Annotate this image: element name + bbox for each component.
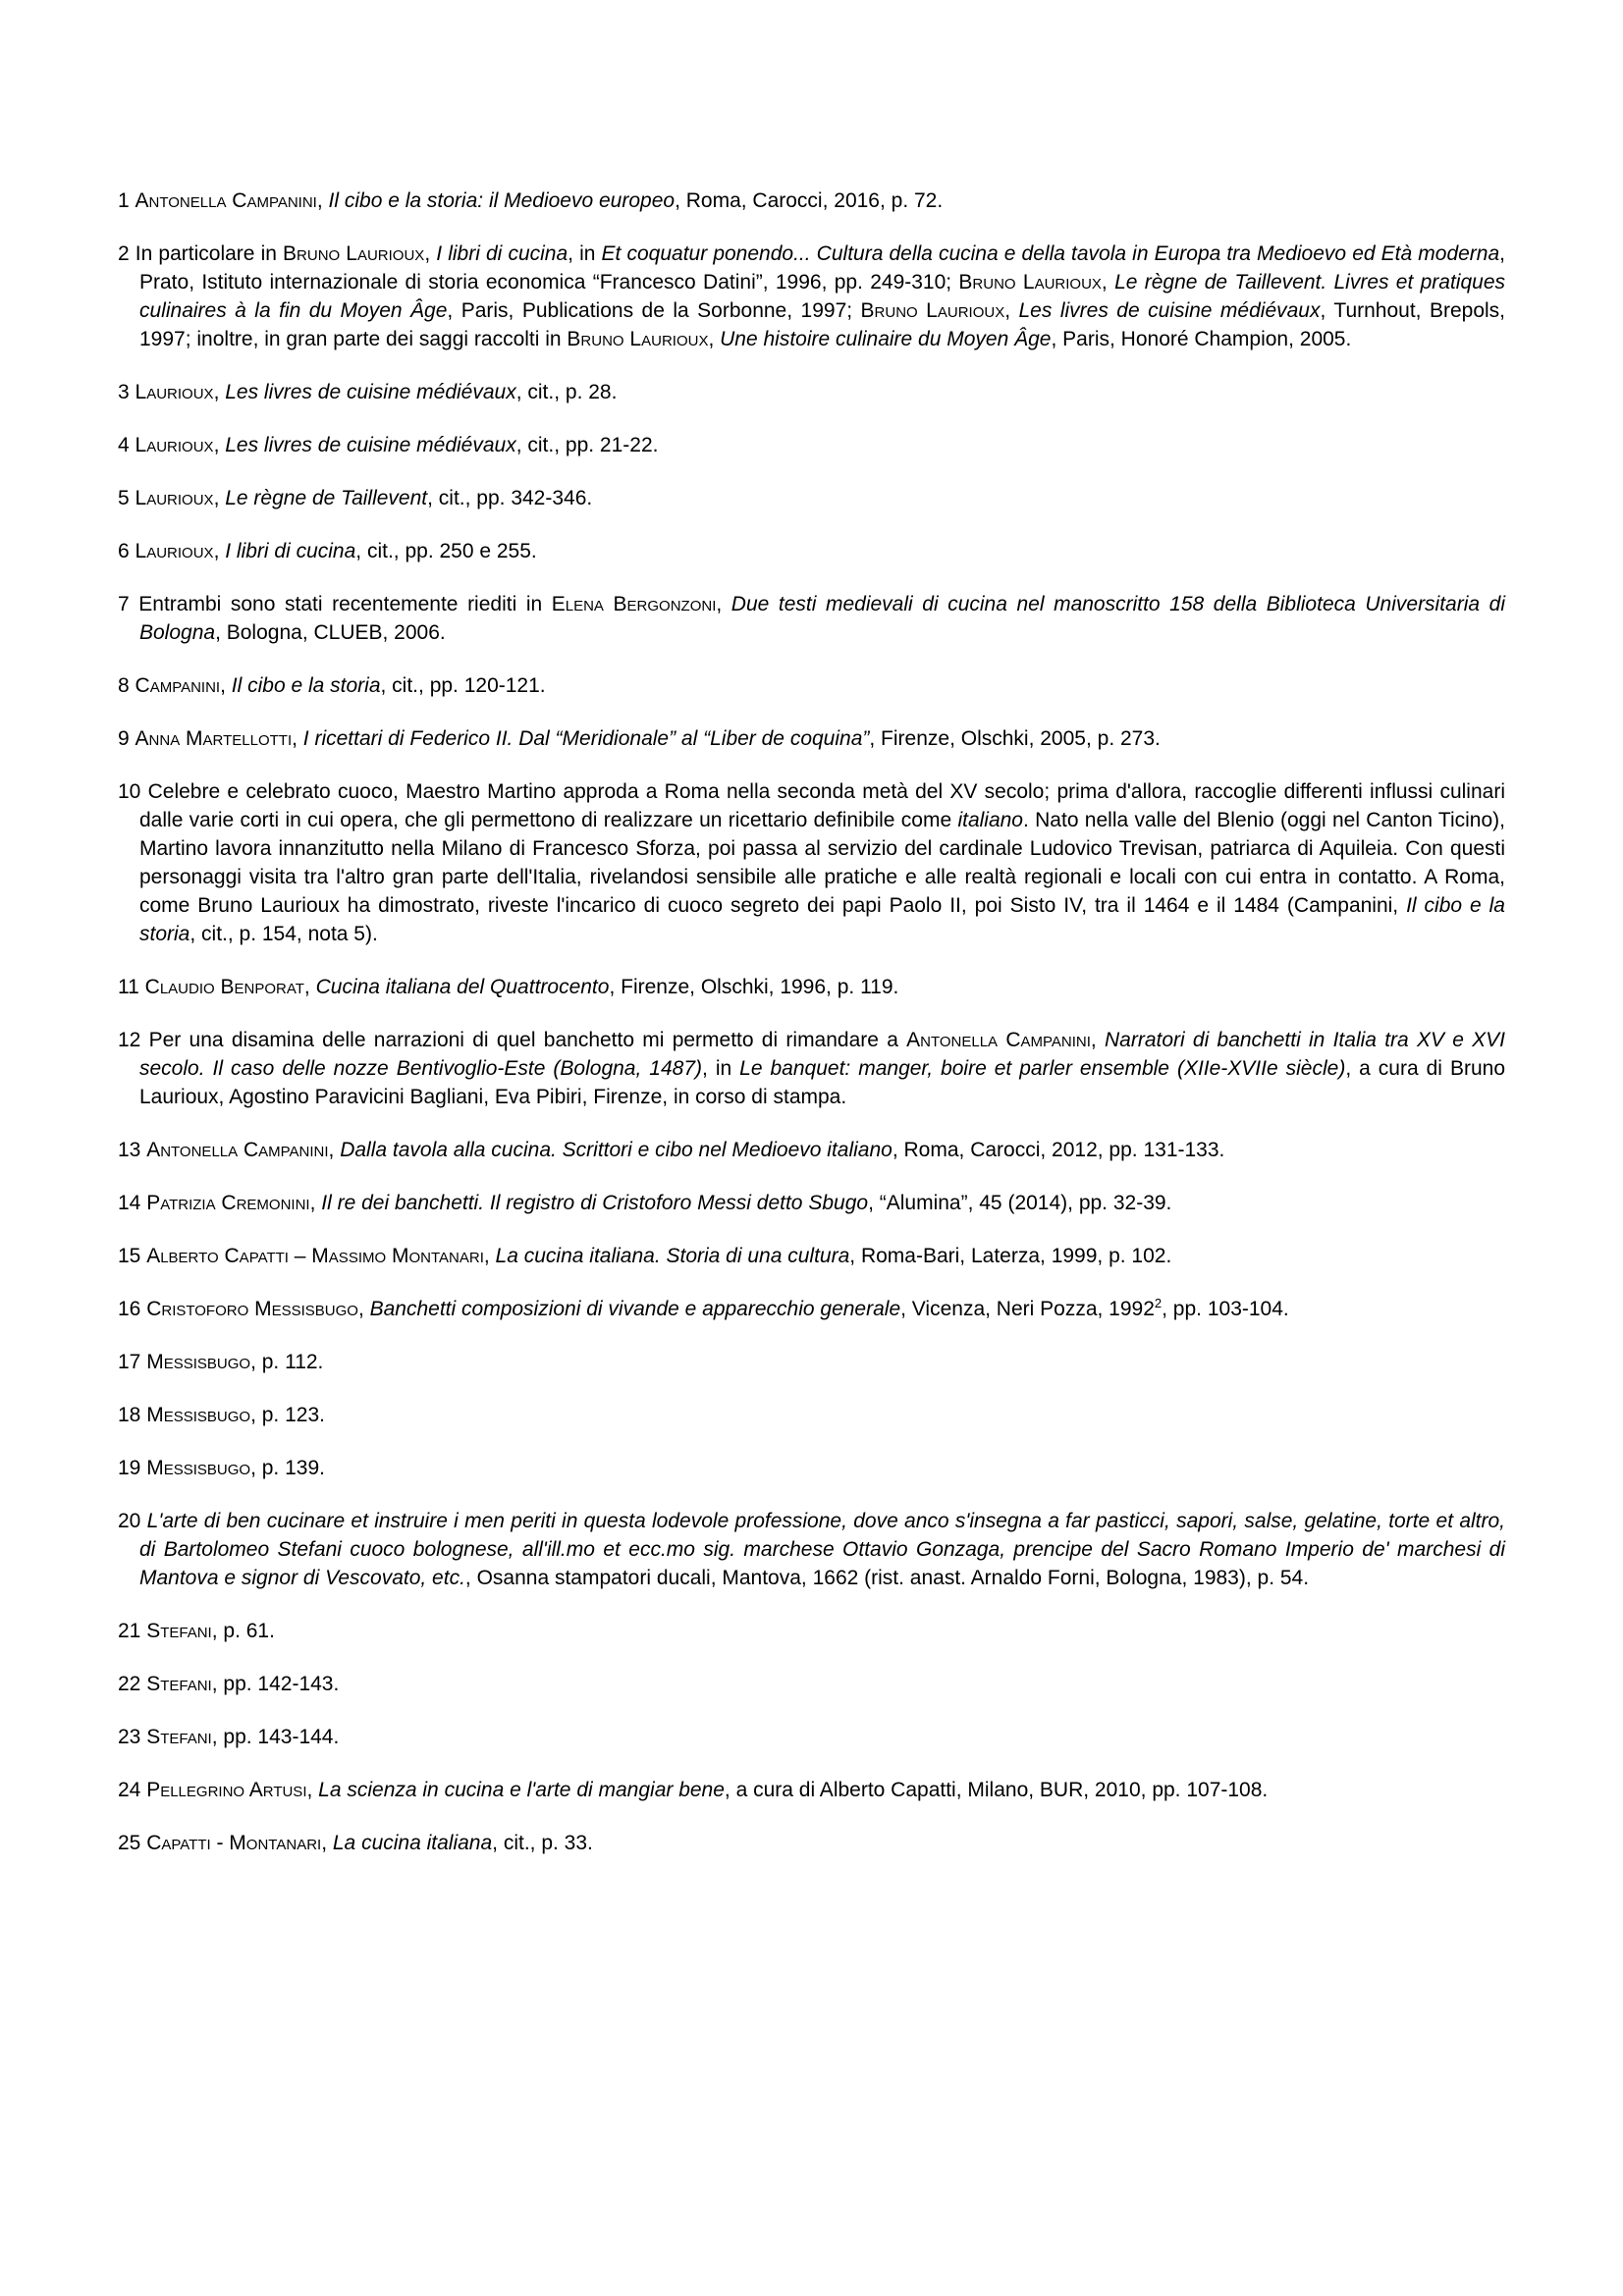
footnote-text xyxy=(146,1139,1224,1161)
footnote xyxy=(118,1189,1505,1217)
work-title: Les livres de cuisine médiévaux xyxy=(225,434,516,456)
footnote-text xyxy=(135,540,537,562)
footnote xyxy=(118,1136,1505,1164)
footnote-number: 22 xyxy=(118,1673,141,1695)
author-name: Cristoforo Messisbugo xyxy=(146,1298,358,1320)
footnote-number: 8 xyxy=(118,674,130,697)
citation-text: , Vicenza, Neri Pozza, 1992 xyxy=(900,1298,1155,1320)
author-name: Antonella Campanini xyxy=(906,1029,1091,1051)
footnote-text xyxy=(135,487,593,509)
footnote-number: 4 xyxy=(118,434,130,456)
citation-text: , cit., p. 28. xyxy=(515,381,618,403)
footnote xyxy=(118,1295,1505,1323)
footnote-text xyxy=(146,1673,339,1695)
work-title: Il cibo e la storia: il Medioevo europeo xyxy=(328,189,676,212)
footnote-text xyxy=(146,1245,1171,1267)
citation-text: , xyxy=(708,328,721,350)
footnote-number: 20 xyxy=(118,1510,141,1532)
work-title: Les livres de cuisine médiévaux xyxy=(1018,299,1321,322)
footnote xyxy=(118,1617,1505,1645)
footnote xyxy=(118,590,1505,647)
work-title: Il cibo e la storia xyxy=(231,674,381,697)
footnote-text xyxy=(135,674,546,697)
author-name: Antonella Campanini xyxy=(135,189,317,212)
footnote-text xyxy=(146,1351,323,1373)
footnote xyxy=(118,1829,1505,1857)
citation-text: In particolare in xyxy=(135,242,284,265)
citation-text: , xyxy=(303,976,316,998)
footnote-number: 16 xyxy=(118,1298,141,1320)
work-title: Les livres de cuisine médiévaux xyxy=(225,381,516,403)
footnotes-list xyxy=(118,187,1505,1857)
citation-text: , xyxy=(220,674,232,697)
citation-text: , cit., p. 154, nota 5). xyxy=(189,923,378,945)
footnote-number: 24 xyxy=(118,1779,141,1801)
work-title: Et coquatur ponendo... Cultura della cucina e della tavola in Europa tra Medioevo ed Età moderna xyxy=(601,242,1500,265)
footnote xyxy=(118,1507,1505,1592)
footnote xyxy=(118,484,1505,512)
footnote-number: 1 xyxy=(118,189,130,212)
footnote-text xyxy=(135,727,1161,750)
citation-text: , xyxy=(306,1779,319,1801)
citation-text: , Firenze, Olschki, 2005, p. 273. xyxy=(869,727,1161,750)
citation-text: , in xyxy=(702,1057,740,1080)
footnote xyxy=(118,973,1505,1001)
footnote-number: 14 xyxy=(118,1192,141,1214)
footnote xyxy=(118,671,1505,700)
footnote-number: 9 xyxy=(118,727,130,750)
superscript: 2 xyxy=(1154,1296,1163,1310)
footnote-number: 19 xyxy=(118,1457,141,1479)
citation-text: , Osanna stampatori ducali, Mantova, 1662 (rist. anast. Arnaldo Forni, Bologna, 1983), p. 54. xyxy=(464,1567,1310,1589)
footnote-text xyxy=(146,1726,339,1748)
citation-text: , xyxy=(321,1832,333,1854)
citation-text: , xyxy=(424,242,437,265)
footnote xyxy=(118,378,1505,406)
work-title: Le règne de Taillevent xyxy=(225,487,428,509)
footnote-text xyxy=(146,1192,1171,1214)
author-name: Campanini xyxy=(135,674,221,697)
footnote-text xyxy=(135,242,1505,350)
footnote xyxy=(118,724,1505,753)
footnote-text xyxy=(135,434,659,456)
work-title: italiano xyxy=(957,809,1023,831)
footnote-number: 25 xyxy=(118,1832,141,1854)
citation-text: . Nato nella valle del Blenio (oggi nel Canton Ticino), Martino lavora innanzitutto nella Milano di Francesco Sforza, poi passa al servizio del cardinale Ludovico Trevisan, patriarca di Aquileia. Con questi personaggi visita tra l'altro gran parte dell'Italia, rivelandosi sensibile alle pratiche e alle realtà regionali e locali con cui entra in contatto. A Roma, come Bruno Laurioux ha dimostrato, riveste l'incarico di cuoco segreto dei papi Paolo II, poi Sisto IV, tra il 1464 e il 1484 (Campanini, xyxy=(139,809,1505,917)
footnote xyxy=(118,240,1505,353)
citation-text: Entrambi sono stati recentemente riediti in xyxy=(138,593,552,615)
footnote xyxy=(118,1348,1505,1376)
citation-text: , cit., pp. 21-22. xyxy=(515,434,659,456)
author-name: Messisbugo xyxy=(146,1457,251,1479)
citation-text: , xyxy=(213,487,226,509)
author-name: Laurioux xyxy=(135,381,214,403)
footnote-number: 15 xyxy=(118,1245,141,1267)
footnote-number: 17 xyxy=(118,1351,141,1373)
footnote xyxy=(118,1723,1505,1751)
author-name: Stefani xyxy=(146,1620,212,1642)
citation-text: , xyxy=(1090,1029,1105,1051)
citation-text: , Paris, Honoré Champion, 2005. xyxy=(1051,328,1352,350)
work-title: I libri di cucina xyxy=(436,242,568,265)
footnote xyxy=(118,537,1505,565)
footnote xyxy=(118,1401,1505,1429)
work-title: Banchetti composizioni di vivande e apparecchio generale xyxy=(369,1298,901,1320)
author-name: Laurioux xyxy=(135,487,214,509)
author-name: Stefani xyxy=(146,1726,212,1748)
citation-text: , xyxy=(1101,271,1115,294)
citation-text: , a cura di Alberto Capatti, Milano, BUR, 2010, pp. 107-108. xyxy=(724,1779,1269,1801)
citation-text: , Prato, Istituto internazionale di storia economica “Francesco Datini”, 1996, pp. 249-310; xyxy=(139,242,1506,294)
author-name: Pellegrino Artusi xyxy=(146,1779,307,1801)
citation-text: , pp. 143-144. xyxy=(211,1726,340,1748)
footnote-text xyxy=(139,780,1505,945)
footnote xyxy=(118,1454,1505,1482)
work-title: I libri di cucina xyxy=(225,540,356,562)
footnote-text xyxy=(135,189,944,212)
footnote-number: 21 xyxy=(118,1620,141,1642)
author-name: Bruno Laurioux xyxy=(860,299,1005,322)
citation-text: , xyxy=(328,1139,341,1161)
footnote-text xyxy=(146,1620,275,1642)
footnote-number: 3 xyxy=(118,381,130,403)
author-name: Messisbugo xyxy=(146,1404,251,1426)
work-title: Le règne de Taillevent. Livres et pratiques culinaires à la fin du Moyen Âge xyxy=(139,271,1506,322)
citation-text: , Roma, Carocci, 2012, pp. 131-133. xyxy=(892,1139,1225,1161)
footnote-number: 11 xyxy=(118,976,139,998)
footnote xyxy=(118,1670,1505,1698)
work-title: Le banquet: manger, boire et parler ensemble (XIIe-XVIIe siècle) xyxy=(739,1057,1346,1080)
citation-text: Celebre e celebrato cuoco, Maestro Martino approda a Roma nella seconda metà del XV secolo; prima d'allora, raccoglie differenti influssi culinari dalle varie corti in cui opera, che gli permettono di realizzare un ricettario definibile come xyxy=(139,780,1505,831)
citation-text: , p. 112. xyxy=(250,1351,324,1373)
author-name: Laurioux xyxy=(135,540,214,562)
citation-text: , p. 61. xyxy=(211,1620,275,1642)
footnote-text xyxy=(138,593,1505,644)
footnote-number: 23 xyxy=(118,1726,141,1748)
work-title: La cucina italiana. Storia di una cultura xyxy=(495,1245,850,1267)
author-name: Claudio Benporat xyxy=(144,976,304,998)
author-name: Bruno Laurioux xyxy=(283,242,425,265)
footnote-text xyxy=(146,1404,325,1426)
footnote-text xyxy=(145,976,899,998)
citation-text: , Roma-Bari, Laterza, 1999, p. 102. xyxy=(849,1245,1172,1267)
citation-text: , in xyxy=(568,242,602,265)
citation-text: , cit., pp. 250 e 255. xyxy=(355,540,537,562)
footnote-text xyxy=(146,1832,593,1854)
citation-text: , cit., p. 33. xyxy=(492,1832,593,1854)
work-title: Narratori di banchetti in Italia tra XV e XVI secolo. Il caso delle nozze Bentivoglio-Este (Bologna, 1487) xyxy=(139,1029,1506,1080)
footnote xyxy=(118,1776,1505,1804)
footnote-number: 6 xyxy=(118,540,130,562)
citation-text: , a cura di Bruno Laurioux, Agostino Paravicini Bagliani, Eva Pibiri, Firenze, in corso di stampa. xyxy=(139,1057,1505,1108)
footnote-number: 18 xyxy=(118,1404,141,1426)
footnote xyxy=(118,1242,1505,1270)
footnote xyxy=(118,777,1505,948)
author-name: Bruno Laurioux xyxy=(958,271,1102,294)
footnote xyxy=(118,1026,1505,1111)
work-title: Il re dei banchetti. Il registro di Cristoforo Messi detto Sbugo xyxy=(321,1192,869,1214)
footnote-number: 7 xyxy=(118,593,130,615)
author-name: Anna Martellotti xyxy=(135,727,293,750)
work-title: Une histoire culinaire du Moyen Âge xyxy=(720,328,1052,350)
author-name: Stefani xyxy=(146,1673,212,1695)
footnote-text xyxy=(146,1457,325,1479)
work-title: I ricettari di Federico II. Dal “Meridionale” al “Liber de coquina” xyxy=(302,727,870,750)
footnote-number: 10 xyxy=(118,780,141,803)
citation-text: , xyxy=(213,434,226,456)
author-name: Elena Bergonzoni xyxy=(551,593,717,615)
footnote xyxy=(118,431,1505,459)
footnote-number: 12 xyxy=(118,1029,141,1051)
work-title: Due testi medievali di cucina nel manoscritto 158 della Biblioteca Universitaria di Bologna xyxy=(139,593,1505,644)
citation-text: , xyxy=(213,540,226,562)
citation-text: , Roma, Carocci, 2016, p. 72. xyxy=(675,189,944,212)
author-name: Patrizia Cremonini xyxy=(146,1192,310,1214)
citation-text: , xyxy=(309,1192,322,1214)
citation-text: , xyxy=(1004,299,1019,322)
citation-text: , Paris, Publications de la Sorbonne, 1997; xyxy=(447,299,861,322)
work-title: La scienza in cucina e l'arte di mangiar bene xyxy=(318,1779,725,1801)
citation-text: , xyxy=(716,593,731,615)
work-title: Dalla tavola alla cucina. Scrittori e cibo nel Medioevo italiano xyxy=(340,1139,893,1161)
citation-text: , xyxy=(292,727,303,750)
citation-text: , p. 123. xyxy=(250,1404,325,1426)
citation-text: , pp. 103-104. xyxy=(1162,1298,1289,1320)
author-name: Messisbugo xyxy=(146,1351,251,1373)
citation-text: , xyxy=(483,1245,496,1267)
citation-text: , xyxy=(213,381,226,403)
citation-text: , cit., pp. 342-346. xyxy=(427,487,593,509)
citation-text: , “Alumina”, 45 (2014), pp. 32-39. xyxy=(868,1192,1172,1214)
citation-text: , xyxy=(357,1298,370,1320)
footnote-text xyxy=(139,1029,1505,1108)
author-name: Capatti - Montanari xyxy=(146,1832,322,1854)
work-title: La cucina italiana xyxy=(332,1832,493,1854)
footnote-number: 13 xyxy=(118,1139,141,1161)
footnote-text xyxy=(139,1510,1505,1589)
author-name: Alberto Capatti – Massimo Montanari xyxy=(146,1245,484,1267)
footnote xyxy=(118,187,1505,215)
footnote-text xyxy=(146,1779,1268,1801)
author-name: Bruno Laurioux xyxy=(567,328,709,350)
footnote-number: 5 xyxy=(118,487,130,509)
work-title: Cucina italiana del Quattrocento xyxy=(315,976,610,998)
author-name: Laurioux xyxy=(135,434,214,456)
citation-text: , Bologna, CLUEB, 2006. xyxy=(215,621,446,644)
footnote-text xyxy=(135,381,618,403)
citation-text: , Turnhout, Brepols, 1997; inoltre, in gran parte dei saggi raccolti in xyxy=(139,299,1505,350)
author-name: Antonella Campanini xyxy=(146,1139,329,1161)
work-title: L'arte di ben cucinare et instruire i men periti in questa lodevole professione, dove anco s'insegna a far pasticci, sapori, salse, gelatine, torte et altro, di Bartolomeo Stefani cuoco bolognese, all'ill.mo et ecc.mo sig. marchese Ottavio Gonzaga, prencipe del Sacro Romano Imperio de' marchesi di Mantova e signor di Vescovato, etc. xyxy=(139,1510,1505,1589)
citation-text: , p. 139. xyxy=(250,1457,325,1479)
citation-text: Per una disamina delle narrazioni di quel banchetto mi permetto di rimandare a xyxy=(148,1029,907,1051)
work-title: Il cibo e la storia xyxy=(139,894,1505,945)
footnote-number: 2 xyxy=(118,242,130,265)
citation-text: , cit., pp. 120-121. xyxy=(380,674,546,697)
citation-text: , pp. 142-143. xyxy=(211,1673,340,1695)
citation-text: , xyxy=(316,189,329,212)
citation-text: , Firenze, Olschki, 1996, p. 119. xyxy=(609,976,899,998)
footnote-text xyxy=(146,1298,1289,1320)
